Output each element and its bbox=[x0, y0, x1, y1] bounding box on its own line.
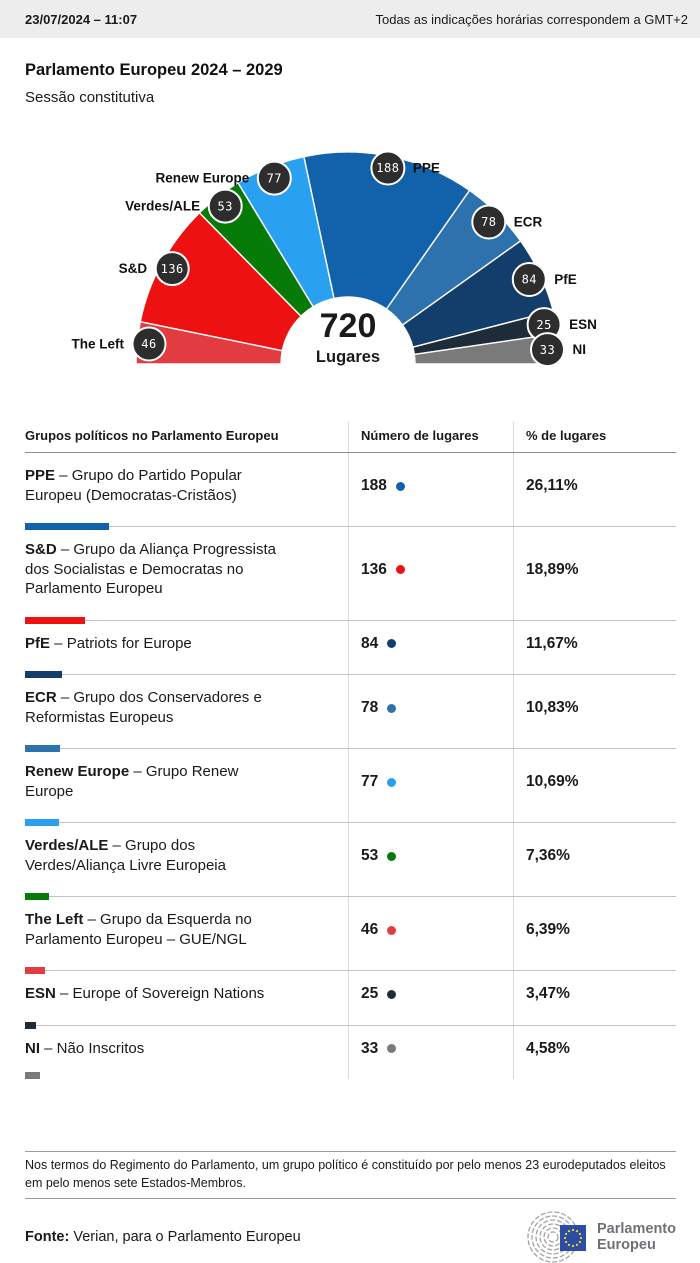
group-name-cell: PfE – Patriots for Europe bbox=[25, 621, 348, 675]
seats-cell bbox=[348, 527, 513, 620]
group-label: S&D bbox=[118, 261, 148, 277]
group-label: ECR bbox=[513, 214, 543, 230]
source-value: Verian, para o Parlamento Europeu bbox=[73, 1229, 301, 1245]
seat-badge-count: 84 bbox=[521, 272, 538, 287]
group-name-cell: ESN – Europe of Sovereign Nations bbox=[25, 971, 348, 1025]
source-label: Fonte: bbox=[25, 1229, 70, 1245]
logo-arc bbox=[544, 1228, 562, 1246]
eu-star bbox=[579, 1241, 581, 1243]
ep-logo-text bbox=[597, 1221, 676, 1254]
table-row bbox=[25, 621, 676, 676]
table-row bbox=[25, 453, 676, 527]
footnote: Nos termos do Regimento do Parlamento, um grupo político é constituído por pelo menos 23 eurodeputados eleitos em pelo menos sete Estados-Membros. bbox=[25, 1151, 676, 1199]
groups-table bbox=[25, 422, 676, 1079]
pct-cell: 18,89% bbox=[513, 527, 676, 620]
logo-arc bbox=[548, 1232, 558, 1242]
seats-cell bbox=[348, 971, 513, 1025]
group-color-dot bbox=[387, 1044, 396, 1053]
table-row bbox=[25, 749, 676, 823]
eu-star bbox=[564, 1237, 566, 1239]
pct-cell: 11,67% bbox=[513, 621, 676, 675]
page-title: Parlamento Europeu 2024 – 2029 bbox=[25, 61, 283, 79]
group-name-cell: PPE – Grupo do Partido Popular Europeu (Democratas-Cristãos) bbox=[25, 453, 348, 526]
group-label: Renew Europe bbox=[155, 170, 250, 186]
hemicycle-chart bbox=[0, 132, 700, 380]
seats-value: 25 bbox=[361, 985, 379, 1003]
eu-star bbox=[568, 1230, 570, 1232]
group-name-cell: NI – Não Inscritos bbox=[25, 1026, 348, 1080]
group-color-dot bbox=[387, 926, 396, 935]
group-color-dot bbox=[387, 852, 396, 861]
table-row bbox=[25, 897, 676, 971]
pct-cell: 3,47% bbox=[513, 971, 676, 1025]
table-row bbox=[25, 1026, 676, 1080]
seat-badge-count: 78 bbox=[481, 215, 497, 230]
group-color-dot bbox=[387, 990, 396, 999]
table-row bbox=[25, 527, 676, 621]
group-name-cell: The Left – Grupo da Esquerda no Parlamento Europeu – GUE/NGL bbox=[25, 897, 348, 970]
seats-cell bbox=[348, 675, 513, 748]
total-seats-value: 720 bbox=[319, 307, 377, 345]
seat-badge-count: 53 bbox=[217, 199, 233, 214]
ep-logo-line1: Parlamento bbox=[597, 1220, 676, 1237]
ep-logo-line2: Europeu bbox=[597, 1237, 656, 1253]
eu-star bbox=[572, 1245, 574, 1247]
eu-star bbox=[565, 1241, 567, 1243]
source-row bbox=[25, 1211, 676, 1263]
table-row bbox=[25, 675, 676, 749]
pct-cell: 26,11% bbox=[513, 453, 676, 526]
seats-value: 46 bbox=[361, 921, 379, 938]
groups-table-rows bbox=[25, 453, 676, 1079]
table-row bbox=[25, 971, 676, 1026]
group-label: PfE bbox=[554, 272, 577, 287]
source-text bbox=[25, 1229, 301, 1245]
col-header-groups: Grupos políticos no Parlamento Europeu bbox=[25, 428, 279, 443]
eu-star bbox=[568, 1244, 570, 1246]
col-header-pct: % de lugares bbox=[513, 422, 676, 452]
ep-logo bbox=[526, 1211, 676, 1263]
seats-value: 53 bbox=[361, 847, 379, 864]
group-label: NI bbox=[572, 342, 586, 358]
pct-cell: 10,69% bbox=[513, 749, 676, 822]
eu-star bbox=[580, 1237, 582, 1239]
group-color-dot bbox=[387, 639, 396, 648]
seats-cell bbox=[348, 621, 513, 675]
group-name-cell: Verdes/ALE – Grupo dos Verdes/Aliança Livre Europeia bbox=[25, 823, 348, 896]
seats-value: 84 bbox=[361, 634, 379, 652]
seat-share-bar bbox=[25, 1072, 40, 1079]
seats-cell bbox=[348, 453, 513, 526]
col-header-seats: Número de lugares bbox=[348, 422, 513, 452]
page-subtitle: Sessão constitutiva bbox=[25, 89, 155, 106]
group-label: PPE bbox=[412, 160, 440, 176]
group-color-dot bbox=[387, 778, 396, 787]
seat-badge-count: 188 bbox=[376, 161, 400, 176]
seat-badge-count: 46 bbox=[141, 337, 157, 352]
timezone-note: Todas as indicações horárias correspondem a GMT+2 bbox=[375, 11, 688, 27]
eu-star bbox=[579, 1233, 581, 1235]
seats-cell bbox=[348, 749, 513, 822]
seat-badge-count: 25 bbox=[536, 317, 552, 332]
pct-cell: 4,58% bbox=[513, 1026, 676, 1080]
seats-value: 33 bbox=[361, 1039, 379, 1057]
group-color-dot bbox=[396, 565, 405, 574]
group-color-dot bbox=[396, 482, 405, 491]
table-row bbox=[25, 823, 676, 897]
group-name-cell: Renew Europe – Grupo Renew Europe bbox=[25, 749, 348, 822]
table-header-row bbox=[25, 422, 676, 453]
eu-star bbox=[565, 1233, 567, 1235]
seats-value: 77 bbox=[361, 773, 379, 790]
datetime-label: 23/07/2024 – 11:07 bbox=[25, 11, 138, 27]
top-bar bbox=[0, 0, 700, 38]
seat-badge-count: 33 bbox=[539, 342, 556, 357]
seats-cell bbox=[348, 823, 513, 896]
ep-logo-icon bbox=[526, 1211, 590, 1263]
seats-value: 136 bbox=[361, 560, 387, 578]
eu-star bbox=[576, 1244, 578, 1246]
group-color-dot bbox=[387, 704, 396, 713]
total-seats-label: Lugares bbox=[315, 348, 381, 366]
pct-cell: 7,36% bbox=[513, 823, 676, 896]
seats-cell bbox=[348, 1026, 513, 1080]
eu-star bbox=[576, 1230, 578, 1232]
group-label: Verdes/ALE bbox=[125, 198, 201, 214]
seats-cell bbox=[348, 897, 513, 970]
group-label: ESN bbox=[569, 317, 597, 333]
seat-badge-count: 136 bbox=[160, 261, 184, 276]
seats-value: 188 bbox=[361, 477, 387, 494]
group-label: The Left bbox=[71, 336, 124, 352]
group-name-cell: ECR – Grupo dos Conservadores e Reformistas Europeus bbox=[25, 675, 348, 748]
group-name-cell: S&D – Grupo da Aliança Progressista dos Socialistas e Democratas no Parlamento Europeu bbox=[25, 527, 348, 620]
pct-cell: 10,83% bbox=[513, 675, 676, 748]
seats-value: 78 bbox=[361, 699, 379, 716]
eu-star bbox=[572, 1229, 574, 1231]
seat-badge-count: 77 bbox=[266, 171, 283, 186]
pct-cell: 6,39% bbox=[513, 897, 676, 970]
